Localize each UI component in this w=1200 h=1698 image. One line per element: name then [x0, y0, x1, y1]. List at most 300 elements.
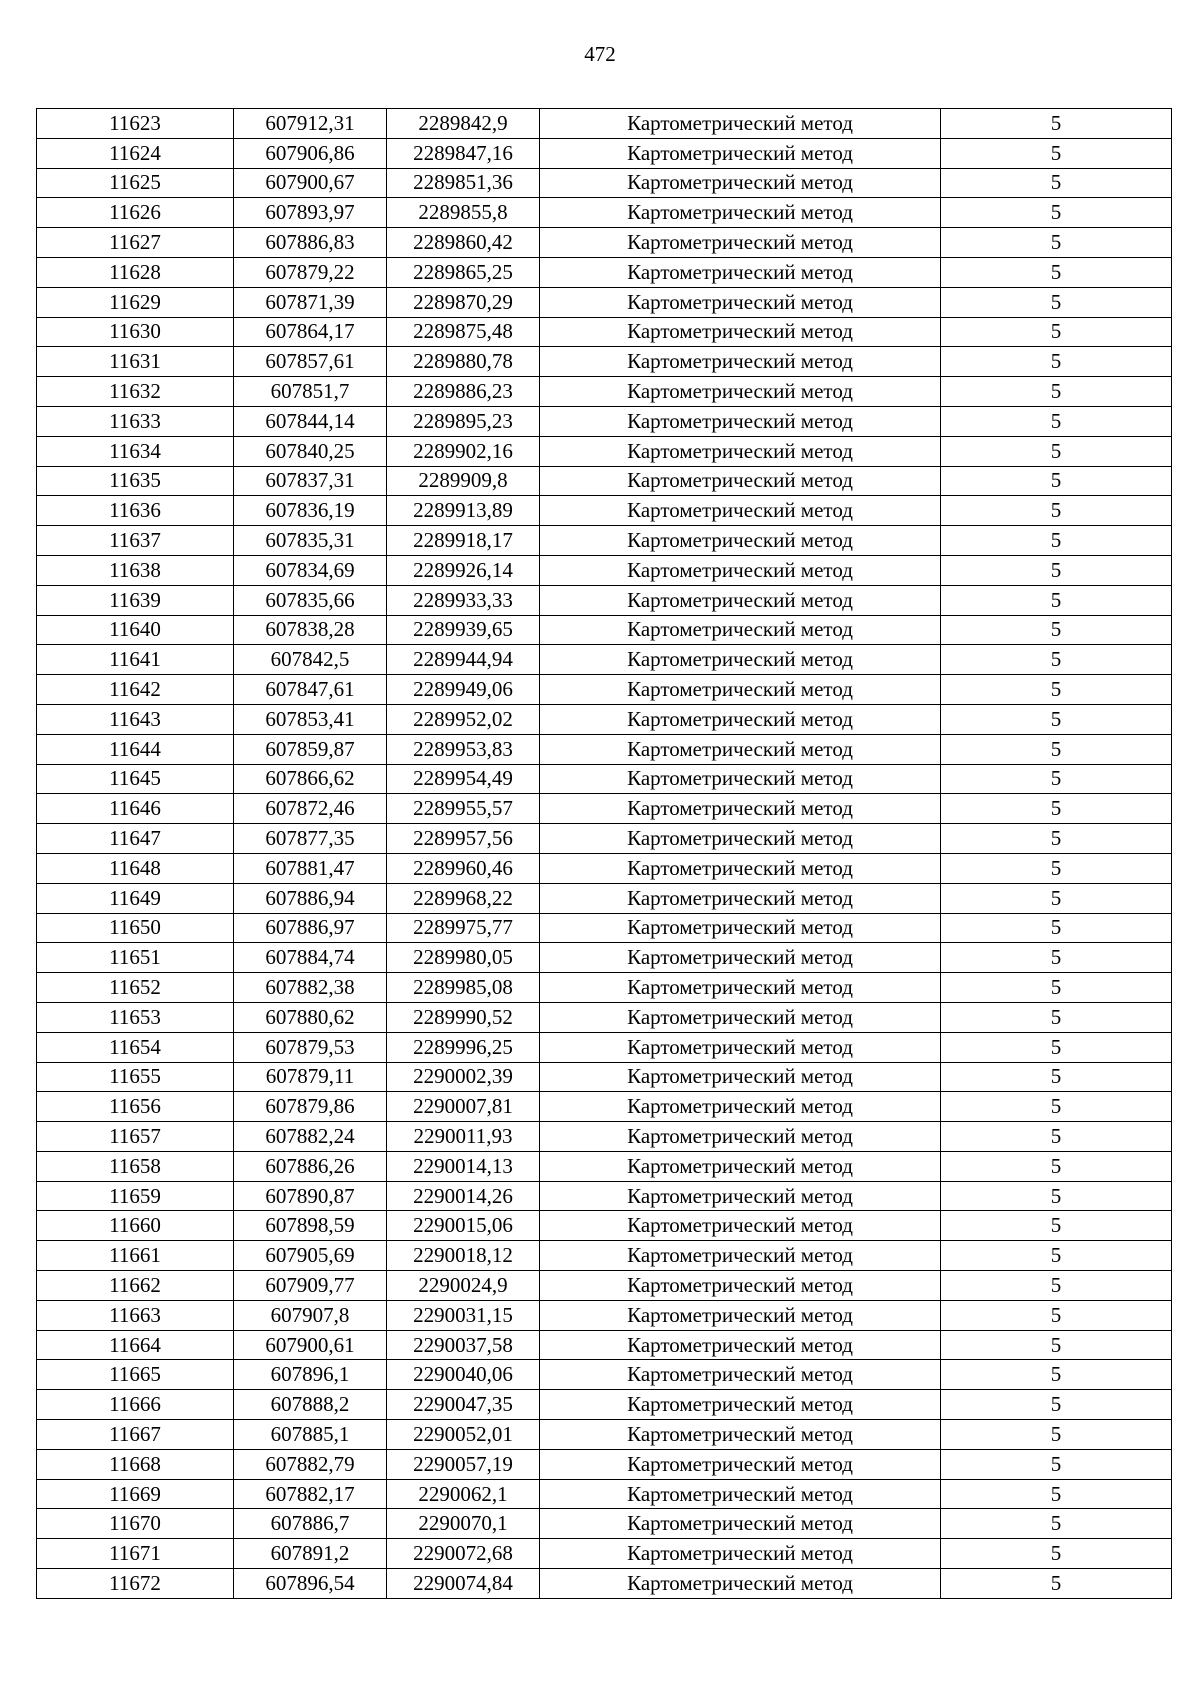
method-cell: Картометрический метод [540, 198, 941, 228]
point-number-cell: 11624 [37, 138, 234, 168]
point-number-cell: 11669 [37, 1479, 234, 1509]
method-cell: Картометрический метод [540, 436, 941, 466]
table-row [37, 675, 1172, 705]
point-number-cell: 11633 [37, 406, 234, 436]
table-row [37, 704, 1172, 734]
x-coordinate-cell: 607840,25 [234, 436, 387, 466]
table-row [37, 138, 1172, 168]
y-coordinate-cell: 2289865,25 [387, 257, 540, 287]
point-number-cell: 11668 [37, 1449, 234, 1479]
table-row [37, 377, 1172, 407]
y-coordinate-cell: 2289886,23 [387, 377, 540, 407]
method-cell: Картометрический метод [540, 287, 941, 317]
y-coordinate-cell: 2289953,83 [387, 734, 540, 764]
table-row [37, 198, 1172, 228]
method-cell: Картометрический метод [540, 943, 941, 973]
method-cell: Картометрический метод [540, 1151, 941, 1181]
y-coordinate-cell: 2289944,94 [387, 645, 540, 675]
table-row [37, 794, 1172, 824]
accuracy-cell: 5 [941, 675, 1172, 705]
x-coordinate-cell: 607857,61 [234, 347, 387, 377]
accuracy-cell: 5 [941, 1092, 1172, 1122]
accuracy-cell: 5 [941, 168, 1172, 198]
point-number-cell: 11661 [37, 1241, 234, 1271]
x-coordinate-cell: 607853,41 [234, 704, 387, 734]
table-row [37, 228, 1172, 258]
x-coordinate-cell: 607893,97 [234, 198, 387, 228]
y-coordinate-cell: 2290014,26 [387, 1181, 540, 1211]
x-coordinate-cell: 607864,17 [234, 317, 387, 347]
accuracy-cell: 5 [941, 615, 1172, 645]
y-coordinate-cell: 2290014,13 [387, 1151, 540, 1181]
point-number-cell: 11647 [37, 824, 234, 854]
method-cell: Картометрический метод [540, 1509, 941, 1539]
method-cell: Картометрический метод [540, 704, 941, 734]
accuracy-cell: 5 [941, 287, 1172, 317]
point-number-cell: 11658 [37, 1151, 234, 1181]
accuracy-cell: 5 [941, 1479, 1172, 1509]
x-coordinate-cell: 607886,94 [234, 883, 387, 913]
y-coordinate-cell: 2290002,39 [387, 1062, 540, 1092]
y-coordinate-cell: 2289954,49 [387, 764, 540, 794]
x-coordinate-cell: 607879,53 [234, 1032, 387, 1062]
x-coordinate-cell: 607880,62 [234, 1002, 387, 1032]
y-coordinate-cell: 2289860,42 [387, 228, 540, 258]
x-coordinate-cell: 607881,47 [234, 853, 387, 883]
x-coordinate-cell: 607877,35 [234, 824, 387, 854]
y-coordinate-cell: 2289875,48 [387, 317, 540, 347]
x-coordinate-cell: 607837,31 [234, 466, 387, 496]
y-coordinate-cell: 2290037,58 [387, 1330, 540, 1360]
x-coordinate-cell: 607838,28 [234, 615, 387, 645]
point-number-cell: 11639 [37, 585, 234, 615]
x-coordinate-cell: 607879,22 [234, 257, 387, 287]
method-cell: Картометрический метод [540, 645, 941, 675]
method-cell: Картометрический метод [540, 883, 941, 913]
accuracy-cell: 5 [941, 913, 1172, 943]
y-coordinate-cell: 2289968,22 [387, 883, 540, 913]
table-row [37, 1449, 1172, 1479]
method-cell: Картометрический метод [540, 555, 941, 585]
table-row [37, 109, 1172, 139]
y-coordinate-cell: 2289949,06 [387, 675, 540, 705]
y-coordinate-cell: 2290018,12 [387, 1241, 540, 1271]
x-coordinate-cell: 607886,83 [234, 228, 387, 258]
x-coordinate-cell: 607886,7 [234, 1509, 387, 1539]
x-coordinate-cell: 607836,19 [234, 496, 387, 526]
method-cell: Картометрический метод [540, 496, 941, 526]
method-cell: Картометрический метод [540, 138, 941, 168]
coordinates-table-body [37, 109, 1172, 1599]
accuracy-cell: 5 [941, 734, 1172, 764]
y-coordinate-cell: 2290057,19 [387, 1449, 540, 1479]
accuracy-cell: 5 [941, 466, 1172, 496]
point-number-cell: 11628 [37, 257, 234, 287]
x-coordinate-cell: 607847,61 [234, 675, 387, 705]
coordinates-table [36, 108, 1172, 1599]
table-row [37, 1390, 1172, 1420]
y-coordinate-cell: 2289880,78 [387, 347, 540, 377]
point-number-cell: 11631 [37, 347, 234, 377]
method-cell: Картометрический метод [540, 347, 941, 377]
table-row [37, 1479, 1172, 1509]
table-row [37, 585, 1172, 615]
point-number-cell: 11629 [37, 287, 234, 317]
point-number-cell: 11672 [37, 1569, 234, 1599]
table-row [37, 645, 1172, 675]
accuracy-cell: 5 [941, 377, 1172, 407]
method-cell: Картометрический метод [540, 1122, 941, 1152]
method-cell: Картометрический метод [540, 257, 941, 287]
point-number-cell: 11630 [37, 317, 234, 347]
accuracy-cell: 5 [941, 764, 1172, 794]
y-coordinate-cell: 2289895,23 [387, 406, 540, 436]
table-row [37, 287, 1172, 317]
method-cell: Картометрический метод [540, 1002, 941, 1032]
table-row [37, 853, 1172, 883]
x-coordinate-cell: 607834,69 [234, 555, 387, 585]
point-number-cell: 11650 [37, 913, 234, 943]
method-cell: Картометрический метод [540, 526, 941, 556]
method-cell: Картометрический метод [540, 1479, 941, 1509]
table-row [37, 764, 1172, 794]
y-coordinate-cell: 2290015,06 [387, 1211, 540, 1241]
x-coordinate-cell: 607909,77 [234, 1271, 387, 1301]
y-coordinate-cell: 2289980,05 [387, 943, 540, 973]
x-coordinate-cell: 607907,8 [234, 1300, 387, 1330]
point-number-cell: 11666 [37, 1390, 234, 1420]
method-cell: Картометрический метод [540, 1271, 941, 1301]
accuracy-cell: 5 [941, 1241, 1172, 1271]
point-number-cell: 11651 [37, 943, 234, 973]
x-coordinate-cell: 607859,87 [234, 734, 387, 764]
method-cell: Картометрический метод [540, 973, 941, 1003]
table-row [37, 1002, 1172, 1032]
x-coordinate-cell: 607844,14 [234, 406, 387, 436]
x-coordinate-cell: 607872,46 [234, 794, 387, 824]
table-row [37, 1300, 1172, 1330]
point-number-cell: 11670 [37, 1509, 234, 1539]
x-coordinate-cell: 607842,5 [234, 645, 387, 675]
y-coordinate-cell: 2290040,06 [387, 1360, 540, 1390]
x-coordinate-cell: 607891,2 [234, 1539, 387, 1569]
point-number-cell: 11634 [37, 436, 234, 466]
point-number-cell: 11642 [37, 675, 234, 705]
table-row [37, 1062, 1172, 1092]
method-cell: Картометрический метод [540, 377, 941, 407]
page-number: 472 [584, 42, 616, 66]
x-coordinate-cell: 607900,61 [234, 1330, 387, 1360]
method-cell: Картометрический метод [540, 406, 941, 436]
point-number-cell: 11641 [37, 645, 234, 675]
accuracy-cell: 5 [941, 1420, 1172, 1450]
accuracy-cell: 5 [941, 555, 1172, 585]
x-coordinate-cell: 607882,24 [234, 1122, 387, 1152]
accuracy-cell: 5 [941, 347, 1172, 377]
y-coordinate-cell: 2289933,33 [387, 585, 540, 615]
table-row [37, 168, 1172, 198]
table-row [37, 943, 1172, 973]
x-coordinate-cell: 607835,66 [234, 585, 387, 615]
x-coordinate-cell: 607882,79 [234, 1449, 387, 1479]
point-number-cell: 11662 [37, 1271, 234, 1301]
method-cell: Картометрический метод [540, 1181, 941, 1211]
accuracy-cell: 5 [941, 436, 1172, 466]
x-coordinate-cell: 607896,54 [234, 1569, 387, 1599]
method-cell: Картометрический метод [540, 585, 941, 615]
table-row [37, 883, 1172, 913]
method-cell: Картометрический метод [540, 1360, 941, 1390]
y-coordinate-cell: 2289851,36 [387, 168, 540, 198]
method-cell: Картометрический метод [540, 168, 941, 198]
table-row [37, 317, 1172, 347]
accuracy-cell: 5 [941, 943, 1172, 973]
y-coordinate-cell: 2290024,9 [387, 1271, 540, 1301]
point-number-cell: 11632 [37, 377, 234, 407]
point-number-cell: 11626 [37, 198, 234, 228]
point-number-cell: 11645 [37, 764, 234, 794]
x-coordinate-cell: 607900,67 [234, 168, 387, 198]
y-coordinate-cell: 2289952,02 [387, 704, 540, 734]
accuracy-cell: 5 [941, 645, 1172, 675]
point-number-cell: 11638 [37, 555, 234, 585]
method-cell: Картометрический метод [540, 109, 941, 139]
method-cell: Картометрический метод [540, 764, 941, 794]
x-coordinate-cell: 607905,69 [234, 1241, 387, 1271]
point-number-cell: 11635 [37, 466, 234, 496]
y-coordinate-cell: 2289913,89 [387, 496, 540, 526]
x-coordinate-cell: 607888,2 [234, 1390, 387, 1420]
point-number-cell: 11663 [37, 1300, 234, 1330]
table-row [37, 1092, 1172, 1122]
y-coordinate-cell: 2289855,8 [387, 198, 540, 228]
table-row [37, 1271, 1172, 1301]
table-row [37, 555, 1172, 585]
method-cell: Картометрический метод [540, 734, 941, 764]
table-row [37, 496, 1172, 526]
accuracy-cell: 5 [941, 1569, 1172, 1599]
point-number-cell: 11644 [37, 734, 234, 764]
point-number-cell: 11646 [37, 794, 234, 824]
y-coordinate-cell: 2289902,16 [387, 436, 540, 466]
accuracy-cell: 5 [941, 1360, 1172, 1390]
x-coordinate-cell: 607866,62 [234, 764, 387, 794]
x-coordinate-cell: 607896,1 [234, 1360, 387, 1390]
method-cell: Картометрический метод [540, 824, 941, 854]
point-number-cell: 11659 [37, 1181, 234, 1211]
accuracy-cell: 5 [941, 824, 1172, 854]
accuracy-cell: 5 [941, 1539, 1172, 1569]
x-coordinate-cell: 607882,38 [234, 973, 387, 1003]
y-coordinate-cell: 2290052,01 [387, 1420, 540, 1450]
x-coordinate-cell: 607835,31 [234, 526, 387, 556]
y-coordinate-cell: 2289926,14 [387, 555, 540, 585]
method-cell: Картометрический метод [540, 317, 941, 347]
accuracy-cell: 5 [941, 109, 1172, 139]
table-row [37, 257, 1172, 287]
x-coordinate-cell: 607851,7 [234, 377, 387, 407]
method-cell: Картометрический метод [540, 1569, 941, 1599]
x-coordinate-cell: 607890,87 [234, 1181, 387, 1211]
table-row [37, 1509, 1172, 1539]
accuracy-cell: 5 [941, 496, 1172, 526]
x-coordinate-cell: 607871,39 [234, 287, 387, 317]
accuracy-cell: 5 [941, 1122, 1172, 1152]
x-coordinate-cell: 607879,86 [234, 1092, 387, 1122]
y-coordinate-cell: 2289909,8 [387, 466, 540, 496]
point-number-cell: 11660 [37, 1211, 234, 1241]
accuracy-cell: 5 [941, 1271, 1172, 1301]
table-row [37, 1151, 1172, 1181]
method-cell: Картометрический метод [540, 913, 941, 943]
accuracy-cell: 5 [941, 198, 1172, 228]
x-coordinate-cell: 607898,59 [234, 1211, 387, 1241]
y-coordinate-cell: 2290007,81 [387, 1092, 540, 1122]
method-cell: Картометрический метод [540, 794, 941, 824]
table-row [37, 466, 1172, 496]
method-cell: Картометрический метод [540, 1241, 941, 1271]
table-row [37, 347, 1172, 377]
table-row [37, 913, 1172, 943]
x-coordinate-cell: 607879,11 [234, 1062, 387, 1092]
accuracy-cell: 5 [941, 1151, 1172, 1181]
accuracy-cell: 5 [941, 1449, 1172, 1479]
point-number-cell: 11648 [37, 853, 234, 883]
point-number-cell: 11657 [37, 1122, 234, 1152]
method-cell: Картометрический метод [540, 1420, 941, 1450]
accuracy-cell: 5 [941, 704, 1172, 734]
y-coordinate-cell: 2289985,08 [387, 973, 540, 1003]
method-cell: Картометрический метод [540, 466, 941, 496]
method-cell: Картометрический метод [540, 1032, 941, 1062]
point-number-cell: 11655 [37, 1062, 234, 1092]
method-cell: Картометрический метод [540, 853, 941, 883]
table-row [37, 615, 1172, 645]
y-coordinate-cell: 2290062,1 [387, 1479, 540, 1509]
method-cell: Картометрический метод [540, 1062, 941, 1092]
table-row [37, 1539, 1172, 1569]
point-number-cell: 11653 [37, 1002, 234, 1032]
y-coordinate-cell: 2289870,29 [387, 287, 540, 317]
accuracy-cell: 5 [941, 1509, 1172, 1539]
y-coordinate-cell: 2289939,65 [387, 615, 540, 645]
accuracy-cell: 5 [941, 1032, 1172, 1062]
accuracy-cell: 5 [941, 883, 1172, 913]
accuracy-cell: 5 [941, 1390, 1172, 1420]
y-coordinate-cell: 2289996,25 [387, 1032, 540, 1062]
y-coordinate-cell: 2290047,35 [387, 1390, 540, 1420]
accuracy-cell: 5 [941, 406, 1172, 436]
table-row [37, 1569, 1172, 1599]
method-cell: Картометрический метод [540, 1211, 941, 1241]
accuracy-cell: 5 [941, 228, 1172, 258]
table-row [37, 1211, 1172, 1241]
accuracy-cell: 5 [941, 1300, 1172, 1330]
table-row [37, 973, 1172, 1003]
x-coordinate-cell: 607882,17 [234, 1479, 387, 1509]
y-coordinate-cell: 2289842,9 [387, 109, 540, 139]
table-row [37, 1241, 1172, 1271]
accuracy-cell: 5 [941, 973, 1172, 1003]
point-number-cell: 11627 [37, 228, 234, 258]
accuracy-cell: 5 [941, 585, 1172, 615]
y-coordinate-cell: 2289990,52 [387, 1002, 540, 1032]
point-number-cell: 11640 [37, 615, 234, 645]
method-cell: Картометрический метод [540, 1330, 941, 1360]
accuracy-cell: 5 [941, 138, 1172, 168]
point-number-cell: 11654 [37, 1032, 234, 1062]
y-coordinate-cell: 2289847,16 [387, 138, 540, 168]
table-row [37, 406, 1172, 436]
point-number-cell: 11636 [37, 496, 234, 526]
x-coordinate-cell: 607912,31 [234, 109, 387, 139]
y-coordinate-cell: 2289955,57 [387, 794, 540, 824]
method-cell: Картометрический метод [540, 1390, 941, 1420]
point-number-cell: 11667 [37, 1420, 234, 1450]
table-row [37, 1032, 1172, 1062]
method-cell: Картометрический метод [540, 1539, 941, 1569]
y-coordinate-cell: 2289957,56 [387, 824, 540, 854]
x-coordinate-cell: 607884,74 [234, 943, 387, 973]
x-coordinate-cell: 607906,86 [234, 138, 387, 168]
accuracy-cell: 5 [941, 1181, 1172, 1211]
method-cell: Картометрический метод [540, 1449, 941, 1479]
table-row [37, 734, 1172, 764]
accuracy-cell: 5 [941, 1062, 1172, 1092]
table-row [37, 1330, 1172, 1360]
point-number-cell: 11665 [37, 1360, 234, 1390]
accuracy-cell: 5 [941, 1002, 1172, 1032]
point-number-cell: 11671 [37, 1539, 234, 1569]
x-coordinate-cell: 607886,26 [234, 1151, 387, 1181]
point-number-cell: 11637 [37, 526, 234, 556]
point-number-cell: 11643 [37, 704, 234, 734]
point-number-cell: 11656 [37, 1092, 234, 1122]
accuracy-cell: 5 [941, 1330, 1172, 1360]
table-row [37, 526, 1172, 556]
table-row [37, 1360, 1172, 1390]
y-coordinate-cell: 2290011,93 [387, 1122, 540, 1152]
y-coordinate-cell: 2289975,77 [387, 913, 540, 943]
point-number-cell: 11625 [37, 168, 234, 198]
accuracy-cell: 5 [941, 317, 1172, 347]
y-coordinate-cell: 2289960,46 [387, 853, 540, 883]
point-number-cell: 11652 [37, 973, 234, 1003]
method-cell: Картометрический метод [540, 1092, 941, 1122]
table-row [37, 1420, 1172, 1450]
table-row [37, 1122, 1172, 1152]
method-cell: Картометрический метод [540, 228, 941, 258]
accuracy-cell: 5 [941, 526, 1172, 556]
method-cell: Картометрический метод [540, 1300, 941, 1330]
table-row [37, 1181, 1172, 1211]
y-coordinate-cell: 2290031,15 [387, 1300, 540, 1330]
table-row [37, 824, 1172, 854]
x-coordinate-cell: 607886,97 [234, 913, 387, 943]
accuracy-cell: 5 [941, 853, 1172, 883]
method-cell: Картометрический метод [540, 615, 941, 645]
y-coordinate-cell: 2290072,68 [387, 1539, 540, 1569]
accuracy-cell: 5 [941, 794, 1172, 824]
point-number-cell: 11623 [37, 109, 234, 139]
table-row [37, 436, 1172, 466]
y-coordinate-cell: 2290070,1 [387, 1509, 540, 1539]
y-coordinate-cell: 2290074,84 [387, 1569, 540, 1599]
point-number-cell: 11664 [37, 1330, 234, 1360]
method-cell: Картометрический метод [540, 675, 941, 705]
accuracy-cell: 5 [941, 1211, 1172, 1241]
y-coordinate-cell: 2289918,17 [387, 526, 540, 556]
